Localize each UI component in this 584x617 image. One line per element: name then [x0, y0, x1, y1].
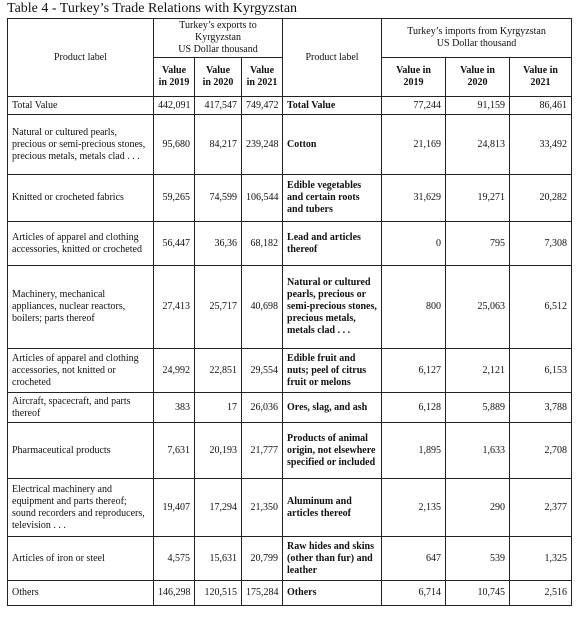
- header-row-groups: [8, 19, 572, 58]
- import-value-2021: 7,308: [510, 222, 572, 266]
- export-product-label: Total Value: [8, 97, 154, 115]
- import-value-2021: 86,461: [510, 97, 572, 115]
- trade-table: [7, 18, 572, 606]
- export-value-2020: 17: [195, 393, 242, 423]
- import-value-2019: 2,135: [382, 479, 446, 537]
- header-import-2019: Value in 2019: [382, 58, 446, 97]
- export-value-2020: 25,717: [195, 266, 242, 349]
- table-row: [8, 115, 572, 175]
- export-value-2019: 7,631: [154, 423, 195, 479]
- export-value-2019: 59,265: [154, 175, 195, 222]
- import-product-label: Others: [283, 581, 382, 606]
- export-product-label: Machinery, mechanical appliances, nuclear reactors, boilers; parts thereof: [8, 266, 154, 349]
- export-value-2021: 68,182: [242, 222, 283, 266]
- import-value-2020: 10,745: [446, 581, 510, 606]
- table-row: [8, 349, 572, 393]
- export-value-2019: 56,447: [154, 222, 195, 266]
- import-value-2021: 6,512: [510, 266, 572, 349]
- import-product-label: Products of animal origin, not elsewhere specified or included: [283, 423, 382, 479]
- table-row: [8, 537, 572, 581]
- export-value-2020: 84,217: [195, 115, 242, 175]
- import-value-2021: 2,377: [510, 479, 572, 537]
- header-product-label-exports: Product label: [8, 19, 154, 97]
- import-value-2019: 6,128: [382, 393, 446, 423]
- export-product-label: Natural or cultured pearls, precious or semi-precious stones, precious metals, metals clad . . .: [8, 115, 154, 175]
- table-title: Table 4 - Turkey’s Trade Relations with Kyrgyzstan: [7, 1, 298, 16]
- import-value-2019: 31,629: [382, 175, 446, 222]
- exports-group-unit: US Dollar thousand: [178, 44, 258, 55]
- import-product-label: Lead and articles thereof: [283, 222, 382, 266]
- import-value-2019: 77,244: [382, 97, 446, 115]
- import-value-2019: 6,714: [382, 581, 446, 606]
- import-value-2021: 6,153: [510, 349, 572, 393]
- table-row: [8, 266, 572, 349]
- import-product-label: Ores, slag, and ash: [283, 393, 382, 423]
- import-value-2020: 24,813: [446, 115, 510, 175]
- import-value-2021: 1,325: [510, 537, 572, 581]
- import-value-2020: 795: [446, 222, 510, 266]
- import-value-2021: 20,282: [510, 175, 572, 222]
- export-product-label: Articles of apparel and clothing accessories, knitted or crocheted: [8, 222, 154, 266]
- export-value-2021: 21,777: [242, 423, 283, 479]
- export-product-label: Knitted or crocheted fabrics: [8, 175, 154, 222]
- header-imports-group: [382, 19, 572, 58]
- export-product-label: Articles of iron or steel: [8, 537, 154, 581]
- export-value-2020: 74,599: [195, 175, 242, 222]
- export-value-2020: 36,36: [195, 222, 242, 266]
- table-row: [8, 175, 572, 222]
- import-product-label: Raw hides and skins (other than fur) and leather: [283, 537, 382, 581]
- imports-group-unit: US Dollar thousand: [436, 38, 517, 49]
- export-value-2019: 24,992: [154, 349, 195, 393]
- import-value-2019: 1,895: [382, 423, 446, 479]
- export-product-label: Aircraft, spacecraft, and parts thereof: [8, 393, 154, 423]
- import-value-2021: 33,492: [510, 115, 572, 175]
- import-product-label: Edible fruit and nuts; peel of citrus fruit or melons: [283, 349, 382, 393]
- export-value-2019: 19,407: [154, 479, 195, 537]
- export-value-2019: 442,091: [154, 97, 195, 115]
- export-value-2020: 17,294: [195, 479, 242, 537]
- import-value-2019: 647: [382, 537, 446, 581]
- table-row: [8, 393, 572, 423]
- export-value-2019: 4,575: [154, 537, 195, 581]
- table-row: [8, 423, 572, 479]
- import-product-label: Total Value: [283, 97, 382, 115]
- import-value-2021: 2,708: [510, 423, 572, 479]
- import-product-label: Natural or cultured pearls, precious or semi-precious stones, precious metals, metals clad . . .: [283, 266, 382, 349]
- table-row: [8, 222, 572, 266]
- export-value-2020: 15,631: [195, 537, 242, 581]
- export-value-2021: 40,698: [242, 266, 283, 349]
- export-value-2020: 20,193: [195, 423, 242, 479]
- export-value-2021: 106,544: [242, 175, 283, 222]
- header-import-2021: Value in 2021: [510, 58, 572, 97]
- imports-group-title: Turkey’s imports from Kyrgyzstan: [407, 26, 546, 37]
- import-value-2019: 0: [382, 222, 446, 266]
- exports-group-title: Turkey’s exports to Kyrgyzstan: [179, 20, 257, 43]
- export-product-label: Others: [8, 581, 154, 606]
- table-row: [8, 479, 572, 537]
- header-exports-group: [154, 19, 283, 58]
- import-value-2020: 1,633: [446, 423, 510, 479]
- header-product-label-imports: Product label: [283, 19, 382, 97]
- header-export-2020: Value in 2020: [195, 58, 242, 97]
- export-value-2019: 95,680: [154, 115, 195, 175]
- import-value-2020: 5,889: [446, 393, 510, 423]
- export-product-label: Articles of apparel and clothing accessories, not knitted or crocheted: [8, 349, 154, 393]
- export-product-label: Pharmaceutical products: [8, 423, 154, 479]
- import-value-2021: 2,516: [510, 581, 572, 606]
- table-row: [8, 581, 572, 606]
- export-value-2021: 749,472: [242, 97, 283, 115]
- table-row: [8, 97, 572, 115]
- import-value-2020: 290: [446, 479, 510, 537]
- export-value-2020: 22,851: [195, 349, 242, 393]
- export-product-label: Electrical machinery and equipment and parts thereof; sound recorders and reproducers, television . . .: [8, 479, 154, 537]
- export-value-2021: 239,248: [242, 115, 283, 175]
- export-value-2019: 383: [154, 393, 195, 423]
- import-value-2019: 800: [382, 266, 446, 349]
- export-value-2019: 146,298: [154, 581, 195, 606]
- export-value-2021: 29,554: [242, 349, 283, 393]
- import-value-2020: 539: [446, 537, 510, 581]
- import-value-2020: 2,121: [446, 349, 510, 393]
- export-value-2020: 417,547: [195, 97, 242, 115]
- import-value-2019: 6,127: [382, 349, 446, 393]
- import-value-2020: 91,159: [446, 97, 510, 115]
- import-product-label: Cotton: [283, 115, 382, 175]
- export-value-2021: 26,036: [242, 393, 283, 423]
- export-value-2019: 27,413: [154, 266, 195, 349]
- import-value-2020: 19,271: [446, 175, 510, 222]
- import-value-2021: 3,788: [510, 393, 572, 423]
- import-value-2019: 21,169: [382, 115, 446, 175]
- import-value-2020: 25,063: [446, 266, 510, 349]
- header-export-2019: Value in 2019: [154, 58, 195, 97]
- export-value-2021: 20,799: [242, 537, 283, 581]
- export-value-2020: 120,515: [195, 581, 242, 606]
- header-export-2021: Value in 2021: [242, 58, 283, 97]
- import-product-label: Aluminum and articles thereof: [283, 479, 382, 537]
- import-product-label: Edible vegetables and certain roots and tubers: [283, 175, 382, 222]
- export-value-2021: 175,284: [242, 581, 283, 606]
- export-value-2021: 21,350: [242, 479, 283, 537]
- header-import-2020: Value in 2020: [446, 58, 510, 97]
